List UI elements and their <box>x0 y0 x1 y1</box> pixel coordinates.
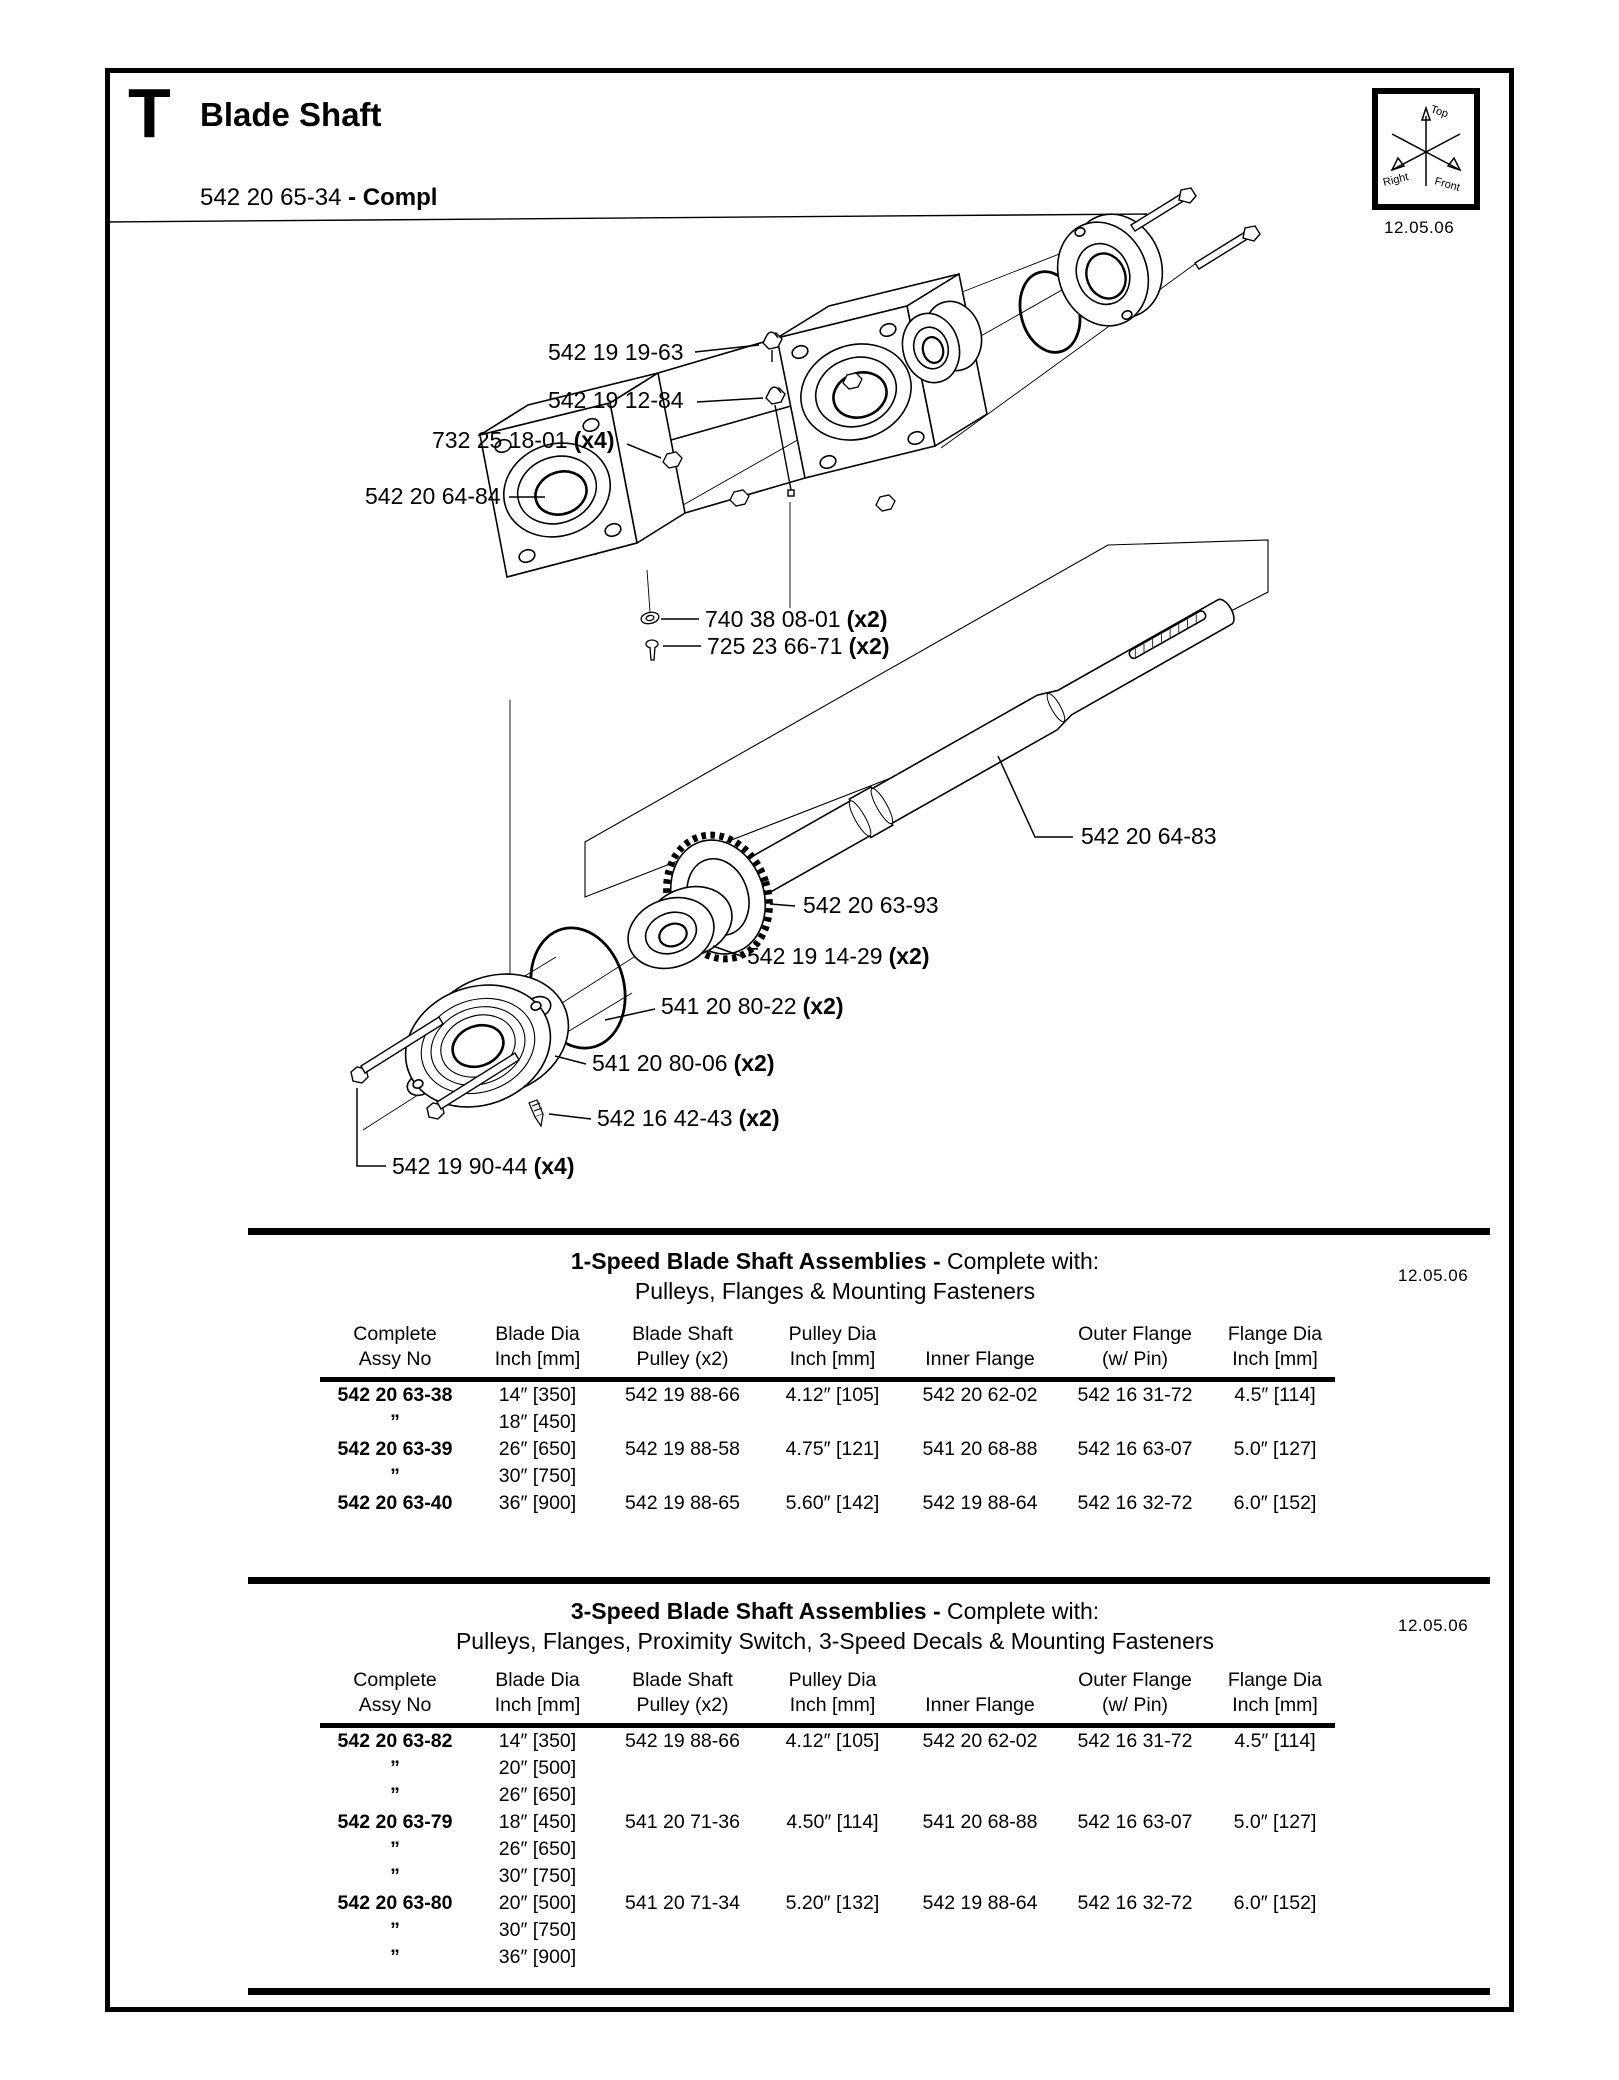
assembly-number-suffix: - Compl <box>348 184 438 211</box>
part-qty: (x2) <box>802 993 844 1019</box>
table-cell <box>905 1917 1055 1944</box>
table-row <box>320 1809 1335 1836</box>
table-row <box>320 1917 1335 1944</box>
table-cell: 36″ [900] <box>498 1945 577 1968</box>
table-cell: 541 20 71-34 <box>625 1891 740 1914</box>
table-row <box>320 1490 1335 1517</box>
table-cell: 541 20 71-36 <box>625 1810 740 1833</box>
part-qty: (x2) <box>888 943 930 969</box>
table-title-bold: 1-Speed Blade Shaft Assemblies - <box>570 1248 948 1274</box>
column-header-line: Assy No <box>358 1348 432 1371</box>
table-cell: 6.0″ [152] <box>1233 1891 1317 1914</box>
table-cell <box>760 1917 905 1944</box>
column-header-line: Inch [mm] <box>1232 1694 1318 1717</box>
table-cell: ” <box>390 1464 400 1487</box>
part-number: 542 19 14-29 <box>747 943 883 969</box>
table-cell: 14″ [350] <box>498 1383 577 1406</box>
callout-label <box>597 1105 779 1131</box>
part-number: 542 19 12-84 <box>548 387 684 413</box>
table-cell: 36″ [900] <box>498 1491 577 1514</box>
table-cell <box>760 1944 905 1971</box>
table-cell: 542 20 63-39 <box>337 1437 453 1460</box>
table-cell: 542 19 88-66 <box>625 1729 740 1752</box>
table-cell: 542 16 63-07 <box>1077 1437 1193 1460</box>
revision-date: 12.05.06 <box>1384 218 1455 237</box>
table-cell: 5.20″ [132] <box>785 1891 880 1914</box>
table-cell: 542 16 32-72 <box>1077 1891 1193 1914</box>
callout-label <box>592 1050 774 1076</box>
table-cell: 542 16 32-72 <box>1077 1491 1193 1514</box>
table-cell: 18″ [450] <box>498 1410 577 1433</box>
header-row <box>320 1668 1335 1725</box>
table-row <box>320 1436 1335 1463</box>
table-title <box>260 1248 1410 1275</box>
table-title-rest: Complete with: <box>947 1248 1100 1274</box>
part-qty: (x2) <box>848 633 890 659</box>
assembly-number-value: 542 20 65-34 <box>200 184 349 211</box>
part-number: 542 16 42-43 <box>597 1105 733 1131</box>
callout-label <box>705 606 887 632</box>
part-number: 542 20 64-84 <box>365 483 501 509</box>
table-cell: 542 20 63-40 <box>337 1491 453 1514</box>
table-cell <box>1055 1917 1215 1944</box>
column-header <box>1055 1322 1215 1379</box>
table-cell: 4.5″ [114] <box>1234 1729 1316 1752</box>
table-cell <box>605 1782 760 1809</box>
column-header-line: Outer Flange <box>1078 1669 1192 1691</box>
revision-date: 12.05.06 <box>1398 1266 1469 1285</box>
table-cell: ” <box>390 1864 400 1887</box>
part-number: 725 23 66-71 <box>707 633 843 659</box>
table-row <box>320 1409 1335 1436</box>
table-cell <box>605 1944 760 1971</box>
column-header-line: Inch [mm] <box>789 1694 876 1717</box>
part-qty: (x2) <box>733 1050 775 1076</box>
table-cell: ” <box>390 1783 400 1806</box>
table-cell <box>605 1917 760 1944</box>
table-cell: 5.0″ [127] <box>1233 1437 1317 1460</box>
table-cell <box>760 1463 905 1490</box>
callout-label <box>803 892 939 918</box>
column-header-line: Inch [mm] <box>494 1348 581 1371</box>
callout-label <box>1081 823 1217 849</box>
column-header-line: Blade Shaft <box>632 1323 733 1345</box>
table-title-rest: Complete with: <box>947 1598 1100 1624</box>
table-cell <box>1215 1944 1335 1971</box>
flange-bolt <box>1195 226 1260 269</box>
callout-label <box>548 339 684 365</box>
table-cell <box>1055 1782 1215 1809</box>
table-cell: 4.12″ [105] <box>785 1729 880 1752</box>
table-cell: 542 19 88-65 <box>625 1491 740 1514</box>
column-header-line: Pulley (x2) <box>636 1348 729 1371</box>
table-cell <box>605 1755 760 1782</box>
callout-label <box>661 993 843 1019</box>
table-cell <box>760 1409 905 1436</box>
table-cell <box>905 1836 1055 1863</box>
table-cell <box>905 1944 1055 1971</box>
table-cell: ” <box>390 1756 400 1779</box>
part-number: 732 25 18-01 <box>432 427 568 453</box>
part-qty: (x2) <box>738 1105 780 1131</box>
table-cell <box>1055 1409 1215 1436</box>
column-header-line: Complete <box>353 1669 437 1691</box>
table-cell: 542 19 88-64 <box>922 1491 1038 1514</box>
column-header-line: Outer Flange <box>1078 1323 1192 1345</box>
column-header-line: Inner Flange <box>925 1348 1035 1371</box>
column-header <box>760 1322 905 1379</box>
part-number: 541 20 80-06 <box>592 1050 728 1076</box>
column-header-line: Pulley Dia <box>788 1323 877 1345</box>
table-row <box>320 1944 1335 1971</box>
column-header <box>760 1668 905 1725</box>
table-cell: 542 19 88-64 <box>922 1891 1038 1914</box>
table-cell: 542 20 63-38 <box>337 1383 453 1406</box>
column-header <box>470 1322 605 1379</box>
three-speed-assemblies-table <box>320 1668 1335 1971</box>
table-cell: 20″ [500] <box>498 1756 577 1779</box>
callout-label <box>707 633 889 659</box>
table-cell <box>1055 1463 1215 1490</box>
table-cell: 5.60″ [142] <box>785 1491 880 1514</box>
table-cell: 542 20 63-80 <box>337 1891 453 1914</box>
table-cell: 4.50″ [114] <box>786 1810 879 1833</box>
section-divider <box>248 1228 1490 1235</box>
column-header-line: Blade Dia <box>495 1669 580 1691</box>
table-cell: 542 19 88-58 <box>625 1437 740 1460</box>
section-divider <box>248 1988 1490 1995</box>
column-header-line: Pulley (x2) <box>636 1694 729 1717</box>
column-header <box>905 1322 1055 1379</box>
part-qty: (x2) <box>846 606 888 632</box>
axis-label-front: Front <box>1433 175 1462 194</box>
callout-label <box>747 943 929 969</box>
table-row <box>320 1836 1335 1863</box>
table-cell: 542 20 63-82 <box>337 1729 453 1752</box>
table-cell: 26″ [650] <box>498 1837 577 1860</box>
table-cell: 541 20 68-88 <box>922 1810 1038 1833</box>
table-cell: 541 20 68-88 <box>922 1437 1038 1460</box>
table-cell: ” <box>390 1945 400 1968</box>
part-number: 740 38 08-01 <box>705 606 841 632</box>
part-number: 542 20 63-93 <box>803 892 939 918</box>
table-cell <box>905 1782 1055 1809</box>
column-header-line: (w/ Pin) <box>1101 1694 1169 1717</box>
column-header-line: Inner Flange <box>925 1694 1035 1717</box>
column-header <box>1215 1668 1335 1725</box>
table-cell <box>1055 1755 1215 1782</box>
table-subtitle: Pulleys, Flanges & Mounting Fasteners <box>634 1278 1036 1304</box>
part-qty: (x4) <box>533 1153 575 1179</box>
callout-label <box>548 387 684 413</box>
washer <box>640 611 660 626</box>
column-header <box>905 1668 1055 1725</box>
table-title-bold: 3-Speed Blade Shaft Assemblies - <box>570 1598 948 1624</box>
column-header-line: Complete <box>353 1323 437 1345</box>
table-cell <box>905 1863 1055 1890</box>
table-cell: 6.0″ [152] <box>1233 1491 1317 1514</box>
table-cell: ” <box>390 1918 400 1941</box>
column-header-line: Blade Shaft <box>632 1669 733 1691</box>
header-row <box>320 1322 1335 1379</box>
table-cell: 26″ [650] <box>498 1437 577 1460</box>
column-header-line: Inch [mm] <box>789 1348 876 1371</box>
table-cell <box>1215 1782 1335 1809</box>
table-cell <box>1215 1836 1335 1863</box>
table-cell: 542 19 88-66 <box>625 1383 740 1406</box>
table-row <box>320 1379 1335 1409</box>
callout-label <box>392 1153 574 1179</box>
table-cell <box>1215 1917 1335 1944</box>
table-cell: 20″ [500] <box>498 1891 577 1914</box>
table-cell <box>760 1836 905 1863</box>
column-header <box>320 1668 470 1725</box>
callout-label <box>365 483 501 509</box>
table-row <box>320 1463 1335 1490</box>
table-cell <box>605 1836 760 1863</box>
column-header-line: Blade Dia <box>495 1323 580 1345</box>
table-cell <box>905 1755 1055 1782</box>
callout-label <box>432 427 614 453</box>
table-cell <box>760 1782 905 1809</box>
table-cell <box>605 1863 760 1890</box>
one-speed-assemblies-table <box>320 1322 1335 1517</box>
table-cell <box>1215 1755 1335 1782</box>
table-cell: 4.12″ [105] <box>785 1383 880 1406</box>
section-divider <box>248 1577 1490 1584</box>
axis-label-top: Top <box>1429 103 1450 121</box>
part-number: 542 19 19-63 <box>548 339 684 365</box>
table-row <box>320 1755 1335 1782</box>
table-cell: 4.75″ [121] <box>785 1437 880 1460</box>
table-cell: 30″ [750] <box>498 1464 577 1487</box>
table-cell: 542 20 63-79 <box>337 1810 453 1833</box>
table-row <box>320 1725 1335 1755</box>
table-cell: 14″ [350] <box>498 1729 577 1752</box>
column-header <box>470 1668 605 1725</box>
table-cell: 26″ [650] <box>498 1783 577 1806</box>
table-title <box>260 1598 1410 1625</box>
flange-screw <box>529 1100 543 1126</box>
column-header-line: (w/ Pin) <box>1101 1348 1169 1371</box>
table-cell <box>1055 1944 1215 1971</box>
table-cell <box>1215 1863 1335 1890</box>
table-cell <box>1055 1863 1215 1890</box>
table-cell: 542 16 31-72 <box>1077 1729 1193 1752</box>
table-cell: 542 20 62-02 <box>922 1383 1038 1406</box>
table-cell: 542 16 63-07 <box>1077 1810 1193 1833</box>
part-qty: (x4) <box>573 427 615 453</box>
part-number: 541 20 80-22 <box>661 993 797 1019</box>
table-row <box>320 1782 1335 1809</box>
table-cell: 542 20 62-02 <box>922 1729 1038 1752</box>
column-header <box>320 1322 470 1379</box>
table-cell <box>905 1463 1055 1490</box>
table-cell: 4.5″ [114] <box>1234 1383 1316 1406</box>
column-header <box>605 1322 760 1379</box>
set-screw <box>646 640 658 660</box>
column-header-line: Flange Dia <box>1227 1669 1323 1691</box>
table-row <box>320 1890 1335 1917</box>
table-subtitle: Pulleys, Flanges, Proximity Switch, 3-Speed Decals & Mounting Fasteners <box>455 1628 1215 1654</box>
table-cell <box>760 1863 905 1890</box>
part-number: 542 19 90-44 <box>392 1153 528 1179</box>
exploded-diagram <box>105 140 1513 1230</box>
flange-bolt <box>105 188 1196 231</box>
table-row <box>320 1863 1335 1890</box>
table-cell: ” <box>390 1410 400 1433</box>
table-cell: 30″ [750] <box>498 1918 577 1941</box>
table-cell: 30″ [750] <box>498 1864 577 1887</box>
table-cell: 5.0″ [127] <box>1233 1810 1317 1833</box>
page-title: Blade Shaft <box>200 96 382 133</box>
revision-date: 12.05.06 <box>1398 1616 1469 1635</box>
outer-flange-plate <box>1042 200 1177 339</box>
column-header <box>605 1668 760 1725</box>
table-cell: 542 16 31-72 <box>1077 1383 1193 1406</box>
table-cell <box>1215 1463 1335 1490</box>
table-cell <box>605 1409 760 1436</box>
column-header-line: Pulley Dia <box>788 1669 877 1691</box>
table-cell <box>1215 1409 1335 1436</box>
section-letter: T <box>128 74 171 152</box>
column-header-line: Inch [mm] <box>1232 1348 1318 1371</box>
column-header <box>1215 1322 1335 1379</box>
table-cell: 18″ [450] <box>498 1810 577 1833</box>
column-header <box>1055 1668 1215 1725</box>
column-header-line: Inch [mm] <box>494 1694 581 1717</box>
table-cell <box>905 1409 1055 1436</box>
column-header-line: Flange Dia <box>1227 1323 1323 1345</box>
axis-label-right: Right <box>1381 171 1410 189</box>
table-cell: ” <box>390 1837 400 1860</box>
table-cell <box>760 1755 905 1782</box>
part-number: 542 20 64-83 <box>1081 823 1217 849</box>
table-cell <box>605 1463 760 1490</box>
table-cell <box>1055 1836 1215 1863</box>
column-header-line: Assy No <box>358 1694 432 1717</box>
